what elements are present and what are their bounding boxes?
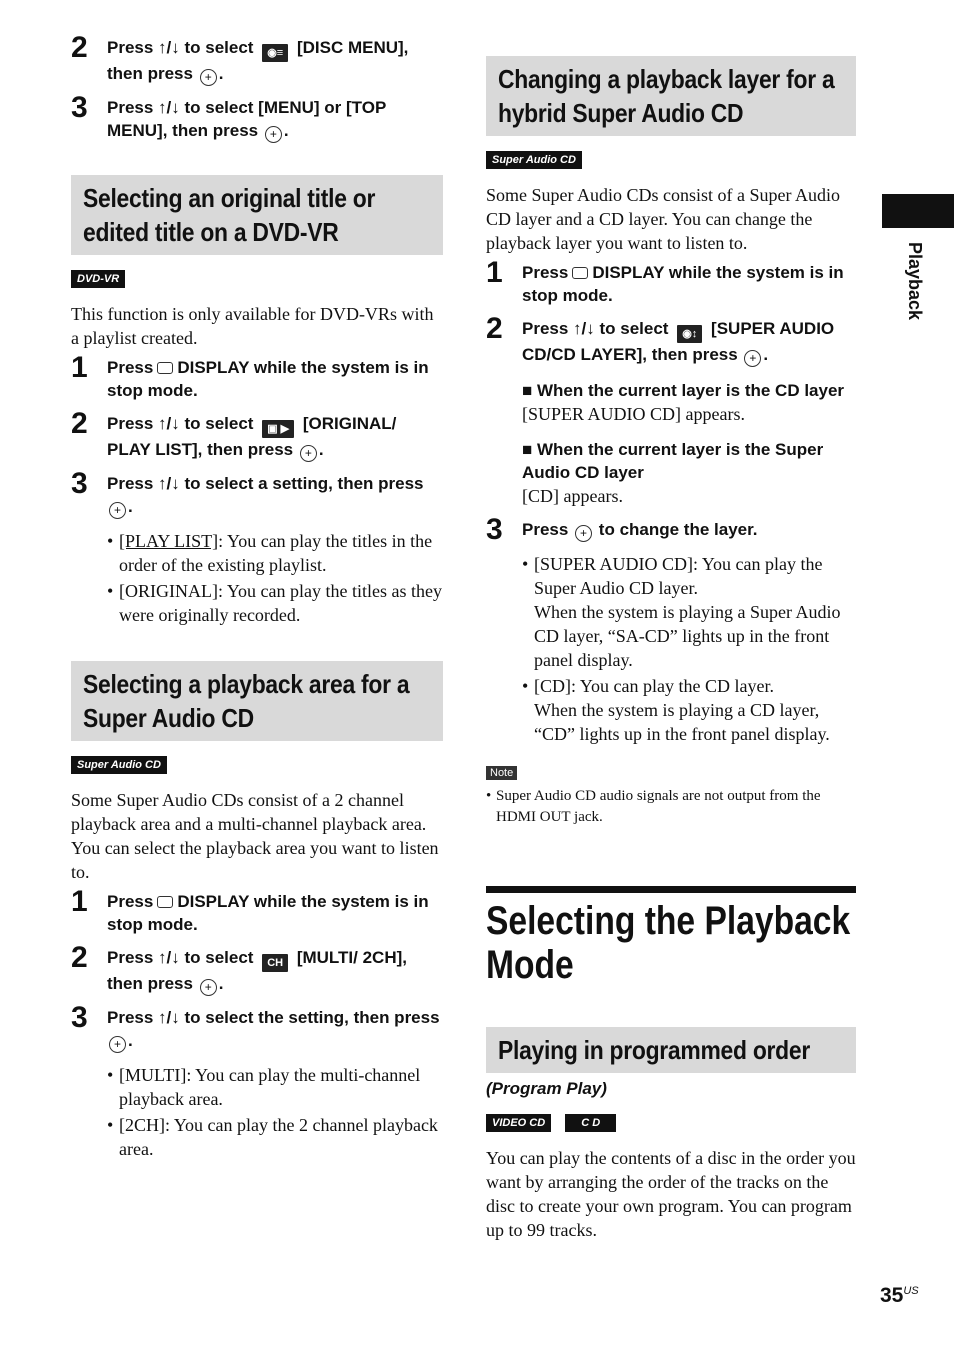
enter-button-icon: + <box>200 69 217 86</box>
step-2-multi-2ch: 2 Press ↑/↓ to select CH [MULTI/ 2CH], then press + . <box>71 941 407 994</box>
page-title: Selecting the Playback Mode <box>486 899 851 987</box>
sub-body: [CD] appears. <box>522 486 623 506</box>
step-2-disc-menu: 2 Press ↑/↓ to select ◉≡ [DISC MENU], then press + . <box>71 31 409 84</box>
section-intro: Some Super Audio CDs consist of a Super Audio CD layer and a CD layer. You can change the playback layer you want to listen to. <box>486 185 840 253</box>
step-1-display: 1 Press DISPLAY while the system is in stop mode. <box>486 256 844 305</box>
note-text: • Super Audio CD audio signals are not output from the HDMI OUT jack. <box>486 786 856 828</box>
display-button-icon <box>572 267 588 279</box>
section-intro: You can play the contents of a disc in the order you want by arranging the order of the tracks on the disc to create your own program. You can program up to 99 tracks. <box>486 1148 856 1240</box>
right-column <box>486 56 856 1248</box>
section-heading-playback-area: Selecting a playback area for a Super Audio CD <box>71 661 443 741</box>
list-item: • [PLAY LIST]: You can play the titles in the order of the existing playlist. <box>107 529 443 577</box>
channel-icon: CH <box>262 954 288 972</box>
sub-body: [SUPER AUDIO CD] appears. <box>522 404 745 424</box>
disc-menu-icon: ◉≡ <box>262 44 288 62</box>
option-list <box>522 552 856 746</box>
step-3-select-setting: 3 Press ↑/↓ to select the setting, then press + . <box>71 1001 440 1051</box>
section-subtitle: (Program Play) <box>486 1079 607 1098</box>
option-list <box>107 529 443 627</box>
super-audio-cd-badge: Super Audio CD <box>71 756 167 774</box>
enter-button-icon: + <box>109 502 126 519</box>
section-rule <box>486 886 856 893</box>
enter-button-icon: + <box>575 525 592 542</box>
list-item: • [CD]: You can play the CD layer. When the system is playing a CD layer, “CD” lights up in the front panel display. <box>522 674 856 746</box>
cd-badge: C D <box>565 1114 616 1132</box>
video-cd-badge: VIDEO CD <box>486 1114 551 1132</box>
display-button-icon <box>157 362 173 374</box>
section-heading-dvd-vr: Selecting an original title or edited title on a DVD-VR <box>71 175 443 255</box>
enter-button-icon: + <box>109 1036 126 1053</box>
step-2-original-playlist: 2 Press ↑/↓ to select ▣ ▶ [ORIGINAL/ PLAY LIST], then press + . <box>71 407 397 460</box>
option-list <box>107 1063 443 1161</box>
section-intro: Some Super Audio CDs consist of a 2 channel playback area and a multi-channel playback area. You can select the playback area you want to listen to. <box>71 790 439 882</box>
step-3-change-layer: 3 Press + to change the layer. <box>486 513 758 546</box>
list-item: • [SUPER AUDIO CD]: You can play the Super Audio CD layer. When the system is playing a Super Audio CD layer, “SA-CD” lights up in the front panel display. <box>522 552 856 672</box>
sub-heading-cd-layer: ■ When the current layer is the CD layer <box>522 381 845 400</box>
left-column <box>71 31 443 1173</box>
step-2-cd-layer: 2 Press ↑/↓ to select ◉↕ [SUPER AUDIO CD/CD LAYER], then press + . <box>486 312 835 365</box>
step-3-top-menu: 3 Press ↑/↓ to select [MENU] or [TOP MENU], then press + . <box>71 91 386 141</box>
playlist-icon: ▣ ▶ <box>262 420 294 438</box>
step-1-display: 1 Press DISPLAY while the system is in stop mode. <box>71 885 429 934</box>
enter-button-icon: + <box>300 445 317 462</box>
display-button-icon <box>157 896 173 908</box>
page-number: $35^{US}$ <box>880 1284 919 1307</box>
enter-button-icon: + <box>265 126 282 143</box>
section-intro: This function is only available for DVD-VRs with a playlist created. <box>71 304 434 348</box>
chapter-tab <box>882 194 954 228</box>
chapter-label: Playback <box>905 242 925 321</box>
section-heading-program-play: Playing in programmed order <box>486 1027 856 1073</box>
super-audio-cd-badge: Super Audio CD <box>486 151 582 169</box>
note-label: Note <box>486 766 517 780</box>
list-item: • [ORIGINAL]: You can play the titles as they were originally recorded. <box>107 579 443 627</box>
list-item: • [MULTI]: You can play the multi-channel playback area. <box>107 1063 443 1111</box>
enter-button-icon: + <box>744 350 761 367</box>
enter-button-icon: + <box>200 979 217 996</box>
dvd-vr-badge: DVD-VR <box>71 270 125 288</box>
list-item: • [2CH]: You can play the 2 channel playback area. <box>107 1113 443 1161</box>
section-heading-playback-layer: Changing a playback layer for a hybrid Super Audio CD <box>486 56 856 136</box>
sub-heading-sacd-layer: ■ When the current layer is the Super Audio CD layer <box>522 440 824 482</box>
step-1-display: 1 Press DISPLAY while the system is in stop mode. <box>71 351 429 400</box>
step-3-select-setting: 3 Press ↑/↓ to select a setting, then press + . <box>71 467 424 517</box>
cd-layer-icon: ◉↕ <box>677 325 702 343</box>
